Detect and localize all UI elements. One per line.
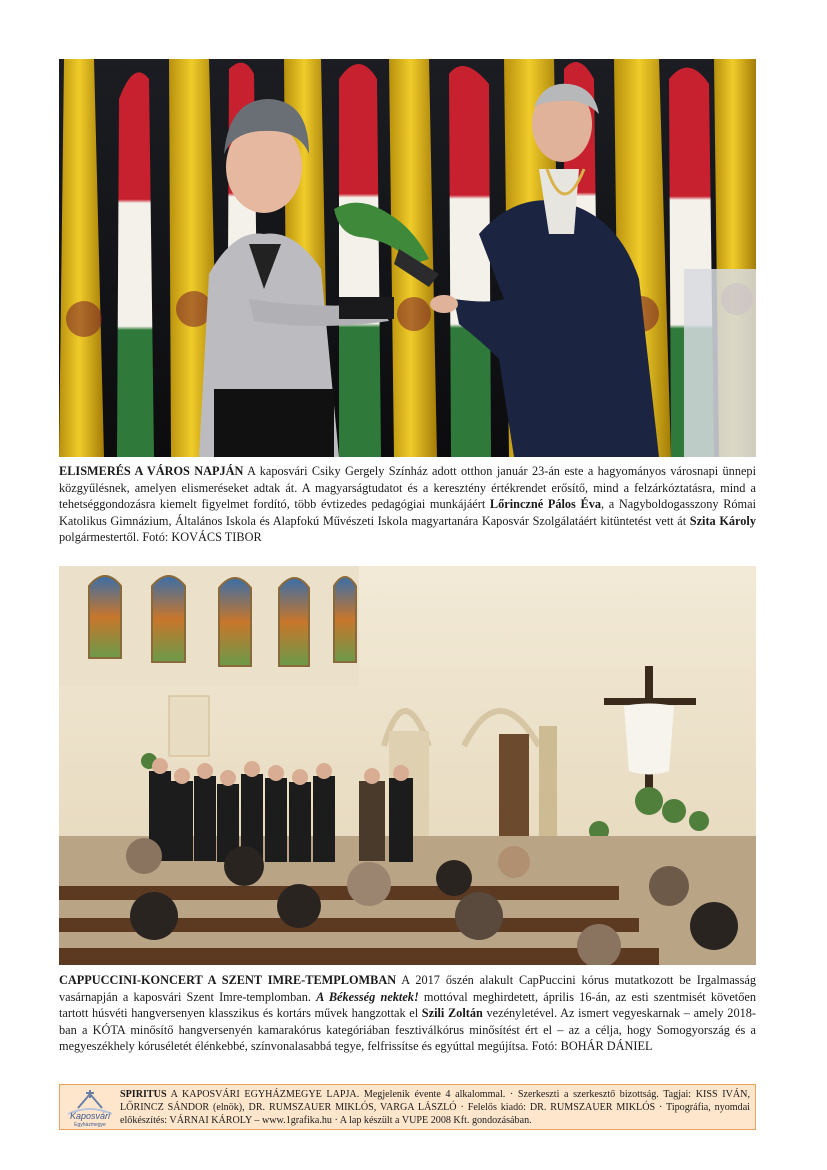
award-caption-headline: ELISMERÉS A VÁROS NAPJÁN	[59, 464, 244, 478]
award-caption-text-2: , a Nagyboldogasszony Római Katolikus Gimnázium, Általános Iskola és Alapfokú Művészeti Iskola magyartanára Kaposvár Szolgálatáért kitüntetést vett át	[59, 497, 756, 528]
concert-motto: A Békesség nektek!	[316, 989, 419, 1004]
award-caption-text-1: A kaposvári Csiky Gergely Színház adott otthon január 23-án este a hagyományos városnapi ünnepi közgyűlésnek, amelyen elismeréseket adtak át. A magyarságtudatot és a keresztény értékrendet erősítő, mind a felzárkóztatásra, mind a tehetséggondozásra kiemelt figyelmet fordító, több évtizedes pedagógiai munkájáért	[59, 464, 756, 512]
award-caption-text-3: polgármestertől. Fotó: KOVÁCS TIBOR	[59, 530, 262, 545]
concert-caption-headline: CAPPUCCINI-KONCERT A SZENT IMRE-TEMPLOMBAN	[59, 973, 397, 987]
logo-main-text: Kaposvári	[69, 1111, 111, 1121]
church-concert-illustration	[59, 566, 756, 965]
concert-caption-text-2: mottóval meghirdetett, április 16-án, az esti szentmisét követően tartott húsvéti hangversenyen klasszikus és kortárs művek hangzottak el	[59, 989, 756, 1021]
diocese-logo-icon	[64, 1088, 116, 1128]
publication-title: SPIRITUS	[120, 1089, 167, 1100]
masthead-footer	[59, 1084, 756, 1130]
concert-caption-text-3: vezényletével. Az ismert vegyeskarnak – amely 2018-ban a KÓTA minősítő hangversenyén kamarakórus kategóriában fesztiválkórus minősítést ért el – az a célja, hogy Somogyország és a megyeszékhely kóruséletét élénkebbé, színvonalasabbá tegye, felfrissítse és egyúttal megújítsa. Fotó: BOHÁR DÁNIEL	[59, 1006, 756, 1054]
conductor-name: Szili Zoltán	[421, 1006, 483, 1021]
choir	[149, 771, 413, 862]
award-caption	[59, 463, 756, 546]
church-concert-photo	[59, 566, 756, 965]
mayor-name: Szita Károly	[689, 513, 756, 528]
awardee-name: Lőrinczné Pálos Éva	[489, 497, 601, 512]
award-ceremony-photo	[59, 59, 756, 457]
concert-caption	[59, 972, 756, 1055]
masthead-details: A KAPOSVÁRI EGYHÁZMEGYE LAPJA. Megjelenik évente 4 alkalommal. · Szerkeszti a szerkesztő bizottság. Tagjai: KISS IVÁN, LŐRINCZ SÁNDOR (elnök), DR. RUMSZAUER MIKLÓS, VARGA LÁSZLÓ · Felelős kiadó: DR. RUMSZAUER MIKLÓS · Tipográfia, nyomdai előkészítés: VÁRNAI KÁROLY – www.1grafika.hu · A lap készült a VUPE 2008 Kft. gondozásában.	[120, 1089, 750, 1126]
diocese-logo	[64, 1088, 116, 1128]
award-ceremony-illustration	[59, 59, 756, 457]
concert-caption-text-1: A 2017 őszén alakult CapPuccini kórus mutatkozott be Irgalmasság vasárnapján a kaposvári Szent Imre-templomban.	[59, 973, 756, 1004]
masthead-text	[120, 1088, 750, 1127]
logo-sub-text: Egyházmegye	[74, 1122, 106, 1128]
